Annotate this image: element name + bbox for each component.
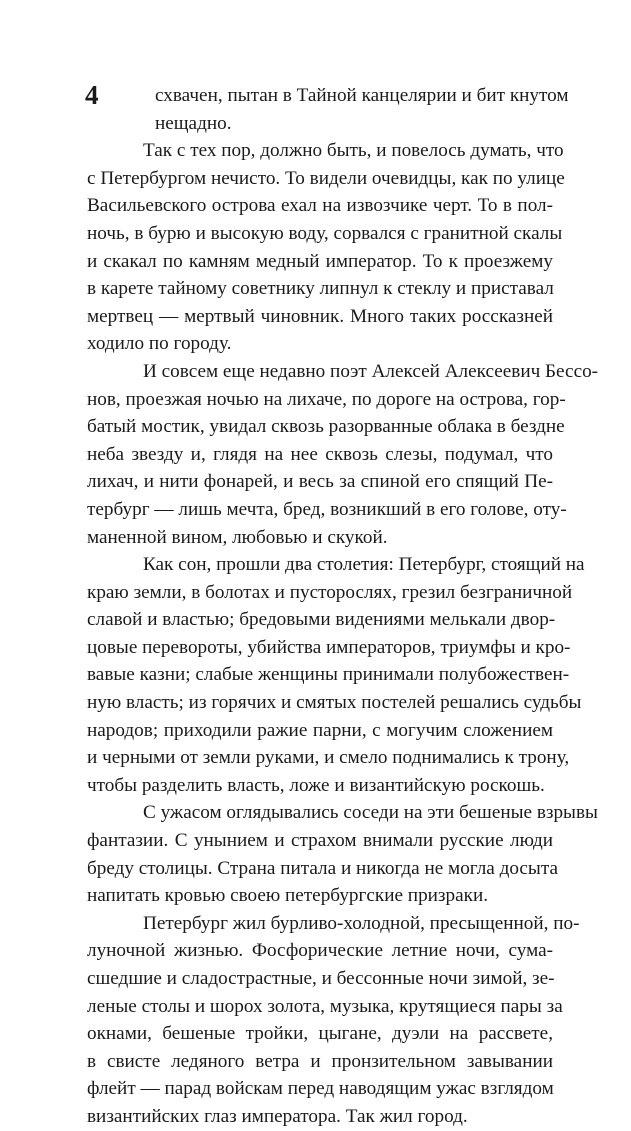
- paragraph: [87, 137, 565, 358]
- text-line: краю земли, в болотах и пусторослях, грезил безграничной: [87, 581, 573, 603]
- text-line: окнами, бешеные тройки, цыгане, дуэли на рассвете,: [87, 1023, 553, 1045]
- text-line: ную власть; из горячих и смятых постелей решались судьбы: [87, 692, 582, 714]
- text-line: мертвец — мертвый чиновник. Много таких россказней: [87, 305, 553, 327]
- text-line: лихач, и нити фонарей, и весь за спиной его спящий Пе-: [87, 471, 553, 493]
- paragraph: [87, 551, 585, 799]
- text-line: батый мостик, увидал сквозь разорванные облака в бездне: [87, 416, 565, 438]
- text-line: византийских глаз императора. Так жил город.: [87, 1105, 468, 1127]
- text-line: напитать кровью своею петербургские призраки.: [87, 885, 489, 907]
- page-number: 4: [85, 80, 99, 110]
- text-line: бреду столицы. Страна питала и никогда не могла досыта: [87, 857, 558, 879]
- text-line: Петербург жил бурливо-холодной, пресыщенной, по-: [143, 912, 580, 934]
- paragraph: [87, 358, 599, 551]
- text-line: и скакал по камням медный император. То к проезжему: [87, 250, 553, 272]
- text-line: вавые казни; слабые женщины принимали полубожествен-: [87, 664, 570, 686]
- text-line: леные столы и шорох золота, музыка, крутящиеся пары за: [87, 995, 563, 1017]
- text-line: сшедшие и сладострастные, и бессонные ночи зимой, зе-: [87, 968, 555, 989]
- text-line: народов; приходили ражие парни, с могучим сложением: [87, 719, 553, 741]
- text-line: нов, проезжая ночью на лихаче, по дороге на острова, гор-: [87, 388, 566, 410]
- text-line: тербург — лишь мечта, бред, возникший в его голове, оту-: [87, 498, 567, 520]
- text-line: С ужасом оглядывались соседи на эти бешеные взрывы: [143, 802, 598, 824]
- paragraph: [87, 910, 580, 1131]
- continued-text: [155, 82, 569, 137]
- text-line: нещадно.: [155, 112, 232, 134]
- text-line: в свисте ледяного ветра и пронзительном завывании: [87, 1050, 553, 1072]
- text-line: цовые перевороты, убийства императоров, триумфы и кро-: [87, 636, 571, 658]
- text-line: Как сон, прошли два столетия: Петербург, стоящий на: [143, 554, 585, 576]
- text-line: луночной жизнью. Фосфорические летние ночи, сума-: [87, 940, 553, 962]
- text-line: И совсем еще недавно поэт Алексей Алексеевич Бессо-: [143, 360, 599, 382]
- body-text: [87, 137, 599, 1130]
- text-line: чтобы разделить власть, ложе и византийскую роскошь.: [87, 774, 545, 796]
- text-line: и черными от земли руками, и смело поднимались к трону,: [87, 747, 570, 769]
- text-line: маненной вином, любовью и скукой.: [87, 526, 388, 548]
- paragraph: [87, 799, 598, 909]
- text-line: с Петербургом нечисто. То видели очевидцы, как по улице: [87, 167, 565, 189]
- book-page: [85, 80, 599, 1131]
- text-line: Васильевского острова ехал на извозчике черт. То в пол-: [87, 195, 553, 217]
- text-line: Так с тех пор, должно быть, и повелось думать, что: [143, 140, 564, 162]
- text-line: в карете тайному советнику липнул к стеклу и приставал: [87, 278, 554, 300]
- text-line: ночь, в бурю и высокую воду, сорвался с гранитной скалы: [87, 222, 563, 244]
- text-line: славой и властью; бредовыми видениями мелькали двор-: [87, 609, 556, 631]
- text-line: неба звезду и, глядя на нее сквозь слезы, подумал, что: [87, 443, 553, 465]
- text-line: схвачен, пытан в Тайной канцелярии и бит кнутом: [155, 85, 569, 106]
- text-line: флейт — парад войскам перед наводящим ужас взглядом: [87, 1078, 554, 1100]
- text-line: ходило по городу.: [87, 333, 232, 355]
- text-line: фантазии. С унынием и страхом внимали русские люди: [87, 830, 553, 852]
